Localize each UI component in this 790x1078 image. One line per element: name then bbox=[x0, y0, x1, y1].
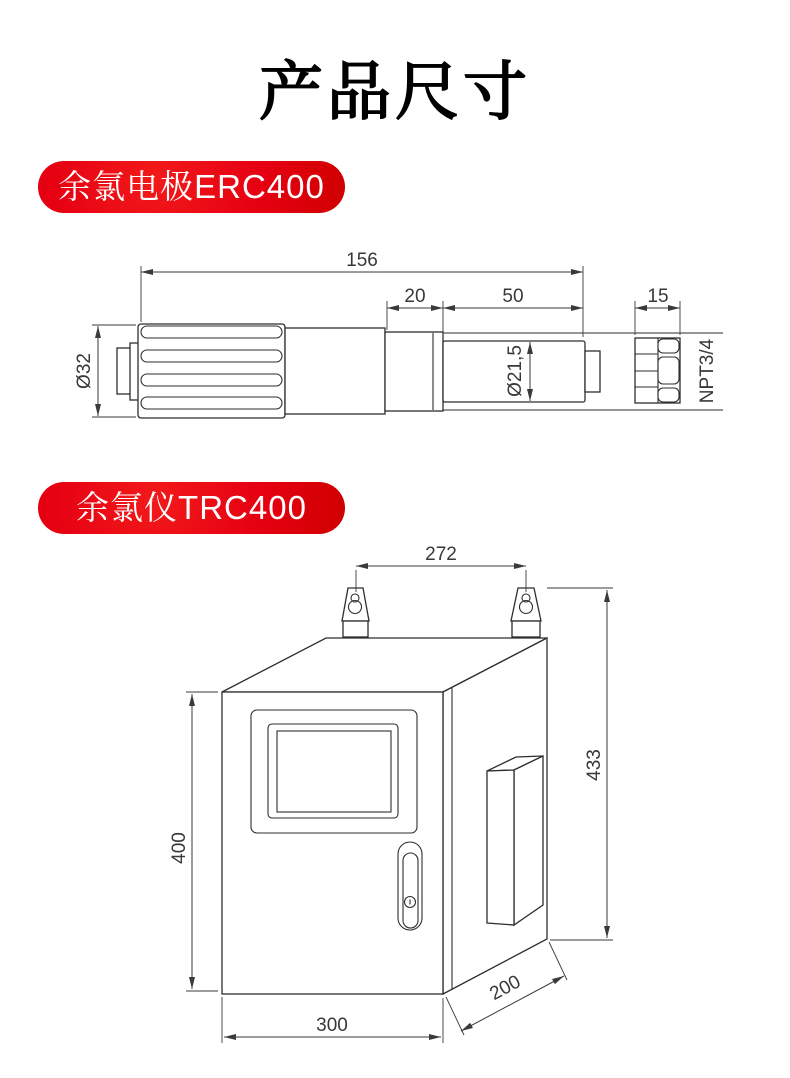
electrode-tip-step bbox=[585, 351, 600, 392]
cabinet-mount-lug-right bbox=[511, 588, 541, 621]
electrode-cable-nub bbox=[117, 348, 131, 394]
cabinet-front-face bbox=[222, 692, 443, 994]
cabinet-mount-lug-right-base bbox=[512, 621, 540, 637]
dim-text-body-length: 50 bbox=[502, 286, 524, 307]
cabinet-side-duct-front bbox=[514, 756, 543, 925]
page-title: 产品尺寸 bbox=[259, 56, 531, 128]
dim-text-front-height: 400 bbox=[169, 832, 190, 864]
electrode-smooth-section bbox=[285, 328, 385, 414]
cabinet-badge-label: 余氯仪TRC400 bbox=[76, 489, 307, 526]
dim-text-body-diameter: Ø21,5 bbox=[505, 345, 526, 397]
cabinet-drawing bbox=[169, 544, 613, 1043]
dim-text-thread-length: 15 bbox=[647, 286, 669, 307]
ext-line bbox=[549, 942, 567, 980]
dim-text-depth: 200 bbox=[486, 971, 525, 1005]
dim-text-head-diameter: Ø32 bbox=[74, 353, 95, 389]
dim-text-collar-length: 20 bbox=[404, 286, 426, 307]
cabinet-mount-lug-left-base bbox=[343, 621, 368, 637]
electrode-drawing bbox=[74, 250, 723, 418]
dim-text-mount-spacing: 272 bbox=[425, 544, 457, 565]
dim-text-overall-height: 433 bbox=[584, 749, 605, 781]
ext-line bbox=[446, 997, 464, 1035]
cabinet-side-duct-side bbox=[487, 770, 514, 925]
electrode-badge-label: 余氯电极ERC400 bbox=[58, 168, 325, 205]
thread-spec-label: NPT3/4 bbox=[697, 338, 718, 404]
electrode-collar bbox=[385, 332, 443, 411]
dim-text-overall-length: 156 bbox=[346, 250, 378, 271]
dim-text-width: 300 bbox=[316, 1015, 348, 1036]
cabinet-mount-lug-left bbox=[342, 588, 369, 621]
